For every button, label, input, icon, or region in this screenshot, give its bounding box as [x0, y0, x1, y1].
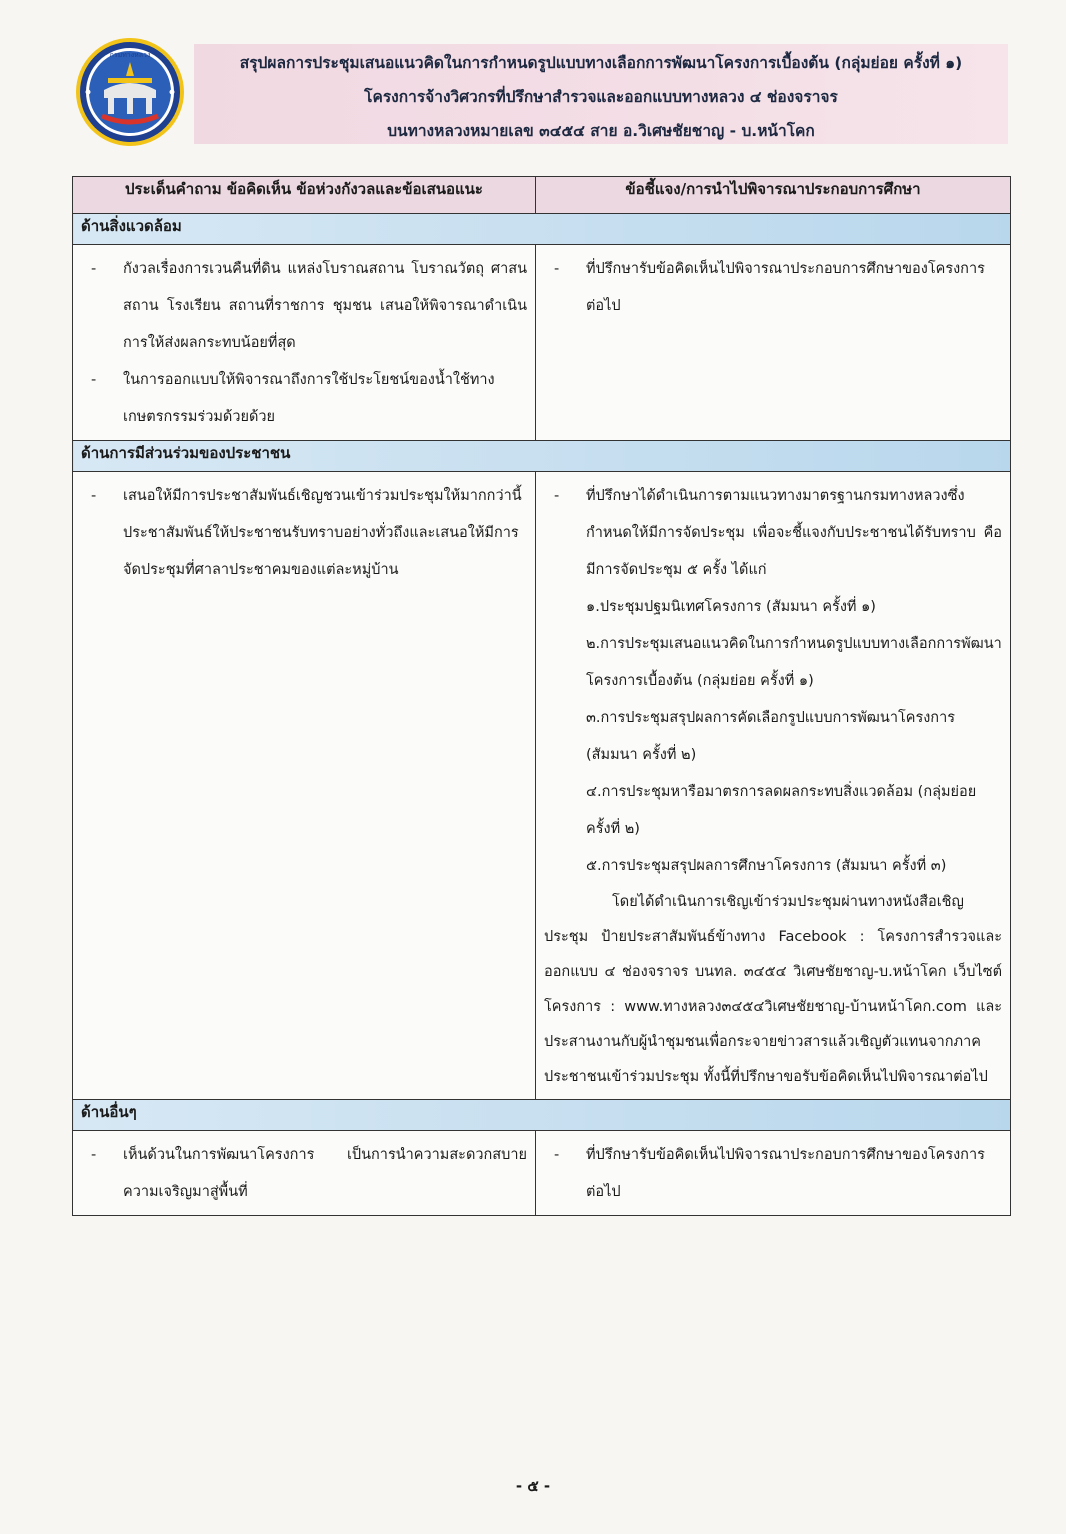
list-item: - กังวลเรื่องการเวนคืนที่ดิน แหล่งโบราณสถาน โบราณวัตถุ ศาสนสถาน โรงเรียน สถานที่ราชการ ชุมชน เสนอให้พิจารณาดำเนินการให้ส่งผลกระทบน้อยที่สุด	[91, 261, 527, 351]
column-header-responses: ข้อชี้แจง/การนำไปพิจารณาประกอบการศึกษา	[536, 177, 1011, 214]
meeting-item: ๓.การประชุมสรุปผลการคัดเลือกรูปแบบการพัฒนาโครงการ (สัมมนา ครั้งที่ ๒)	[586, 710, 956, 763]
responses-cell	[536, 1131, 1011, 1216]
table-row	[73, 245, 1011, 441]
questions-cell	[73, 1131, 536, 1216]
table-row	[73, 472, 1011, 1100]
list-item: - เห็นด้วนในการพัฒนาโครงการ เป็นการนำความสะดวกสบายความเจริญมาสู่พื้นที่	[91, 1147, 527, 1200]
list-item: - ที่ปรึกษารับข้อคิดเห็นไปพิจารณาประกอบการศึกษาของโครงการต่อไป	[554, 261, 985, 314]
department-seal-icon	[74, 36, 186, 148]
meeting-item: ๒.การประชุมเสนอแนวคิดในการกำหนดรูปแบบทางเลือกการพัฒนาโครงการเบื้องต้น (กลุ่มย่อย ครั้งที่ ๑)	[586, 636, 1002, 689]
title-banner	[194, 44, 1008, 144]
document-header	[74, 30, 1008, 148]
section-title-environment: ด้านสิ่งแวดล้อม	[73, 214, 1011, 245]
responses-cell	[536, 472, 1011, 1100]
column-header-questions: ประเด็นคำถาม ข้อคิดเห็น ข้อห่วงกังวลและข้อเสนอแนะ	[73, 177, 536, 214]
meeting-item: ๔.การประชุมหารือมาตรการลดผลกระทบสิ่งแวดล้อม (กลุ่มย่อย ครั้งที่ ๒)	[586, 784, 977, 837]
table-header-row	[73, 177, 1011, 214]
section-title-other: ด้านอื่นๆ	[73, 1100, 1011, 1131]
section-row	[73, 214, 1011, 245]
meeting-item: ๑.ประชุมปฐมนิเทศโครงการ (สัมมนา ครั้งที่ ๑)	[586, 599, 876, 615]
list-item: - ในการออกแบบให้พิจารณาถึงการใช้ประโยชน์ของน้ำใช้ทางเกษตรกรรมร่วมด้วยด้วย	[91, 372, 495, 425]
title-line-2: โครงการจ้างวิศวกรที่ปรึกษาสำรวจและออกแบบทางหลวง ๔ ช่องจราจร	[364, 88, 838, 106]
section-title-participation: ด้านการมีส่วนร่วมของประชาชน	[73, 441, 1011, 472]
questions-cell	[73, 472, 536, 1100]
closing-paragraph: โดยได้ดำเนินการเชิญเข้าร่วมประชุมผ่านทางหนังสือเชิญประชุม ป้ายประสาสัมพันธ์ข้างทาง Facebook : โครงการสำรวจและออกแบบ ๔ ช่องจราจร บนทล. ๓๔๕๔ วิเศษชัยชาญ-บ.หน้าโคก เว็บไซต์โครงการ : www.ทางหลวง๓๔๕๔วิเศษชัยชาญ-บ้านหน้าโคก.com และประสานงานกับผู้นำชุมชนเพื่อกระจายข่าวสารแล้วเชิญตัวแทนจากภาคประชาชนเข้าร่วมประชุม ทั้งนี้ที่ปรึกษาขอรับข้อคิดเห็นไปพิจารณาต่อไป	[544, 894, 1002, 1085]
table-row	[73, 1131, 1011, 1216]
summary-table	[72, 176, 1011, 1216]
list-item: - เสนอให้มีการประชาสัมพันธ์เชิญชวนเข้าร่วมประชุมให้มากกว่านี้ ประชาสัมพันธ์ให้ประชาชนรับทราบอย่างทั่วถึงและเสนอให้มีการจัดประชุมที่ศาลาประชาคมของแต่ละหมู่บ้าน	[91, 488, 522, 578]
title-line-1: สรุปผลการประชุมเสนอแนวคิดในการกำหนดรูปแบบทางเลือกการพัฒนาโครงการเบื้องต้น (กลุ่มย่อย ครั้งที่ ๑)	[239, 54, 963, 72]
page-number: - ๕ -	[515, 1477, 551, 1495]
responses-cell	[536, 245, 1011, 441]
section-row	[73, 1100, 1011, 1131]
title-line-3: บนทางหลวงหมายเลข ๓๔๕๔ สาย อ.วิเศษชัยชาญ - บ.หน้าโคก	[387, 122, 815, 140]
questions-cell	[73, 245, 536, 441]
meeting-item: ๕.การประชุมสรุปผลการศึกษาโครงการ (สัมมนา ครั้งที่ ๓)	[586, 858, 947, 874]
list-item: - ที่ปรึกษารับข้อคิดเห็นไปพิจารณาประกอบการศึกษาของโครงการต่อไป	[554, 1147, 985, 1200]
section-row	[73, 441, 1011, 472]
seal-text: กรมทางหลวง	[109, 51, 151, 59]
list-item: - ที่ปรึกษาได้ดำเนินการตามแนวทางมาตรฐานกรมทางหลวงซึ่งกำหนดให้มีการจัดประชุม เพื่อจะชี้แจงกับประชาชนได้รับทราบ คือ มีการจัดประชุม ๕ ครั้ง ได้แก่	[554, 488, 1002, 578]
